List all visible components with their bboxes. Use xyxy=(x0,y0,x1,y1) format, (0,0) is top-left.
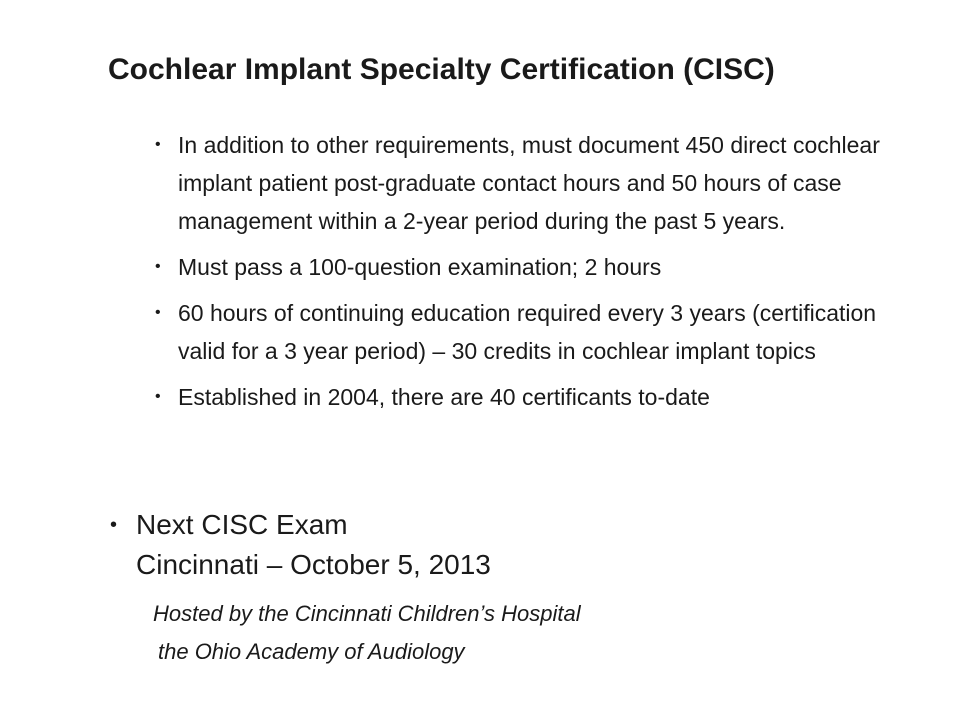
bullet-icon: • xyxy=(155,304,161,321)
requirement-text: In addition to other requirements, must document 450 direct cochlear implant patient post-graduate contact hours and 50 hours of case management within a 2-year period during the past 5 years. xyxy=(178,132,880,234)
next-exam-text xyxy=(110,505,491,585)
list-item xyxy=(155,126,915,240)
list-item xyxy=(155,378,915,416)
list-item xyxy=(155,248,915,286)
next-exam-location-date: Cincinnati – October 5, 2013 xyxy=(136,549,491,580)
hosted-by-organization: the Ohio Academy of Audiology xyxy=(158,639,465,664)
hosted-by-line: Hosted by the Cincinnati Children’s Hospital xyxy=(153,601,581,626)
requirement-text: Established in 2004, there are 40 certificants to-date xyxy=(178,384,710,410)
bullet-icon: • xyxy=(155,388,161,405)
bullet-icon: • xyxy=(110,514,118,536)
next-exam-heading: Next CISC Exam xyxy=(136,509,348,540)
requirement-text: Must pass a 100-question examination; 2 hours xyxy=(178,254,662,280)
bullet-icon: • xyxy=(155,136,161,153)
requirement-text: 60 hours of continuing education required every 3 years (certification valid for a 3 year period) – 30 credits in cochlear implant topics xyxy=(178,300,877,364)
next-exam-item xyxy=(110,505,491,585)
list-item xyxy=(155,294,915,370)
slide-title: Cochlear Implant Specialty Certification (CISC) xyxy=(108,53,775,86)
requirements-list xyxy=(155,126,915,424)
bullet-icon: • xyxy=(155,258,161,275)
